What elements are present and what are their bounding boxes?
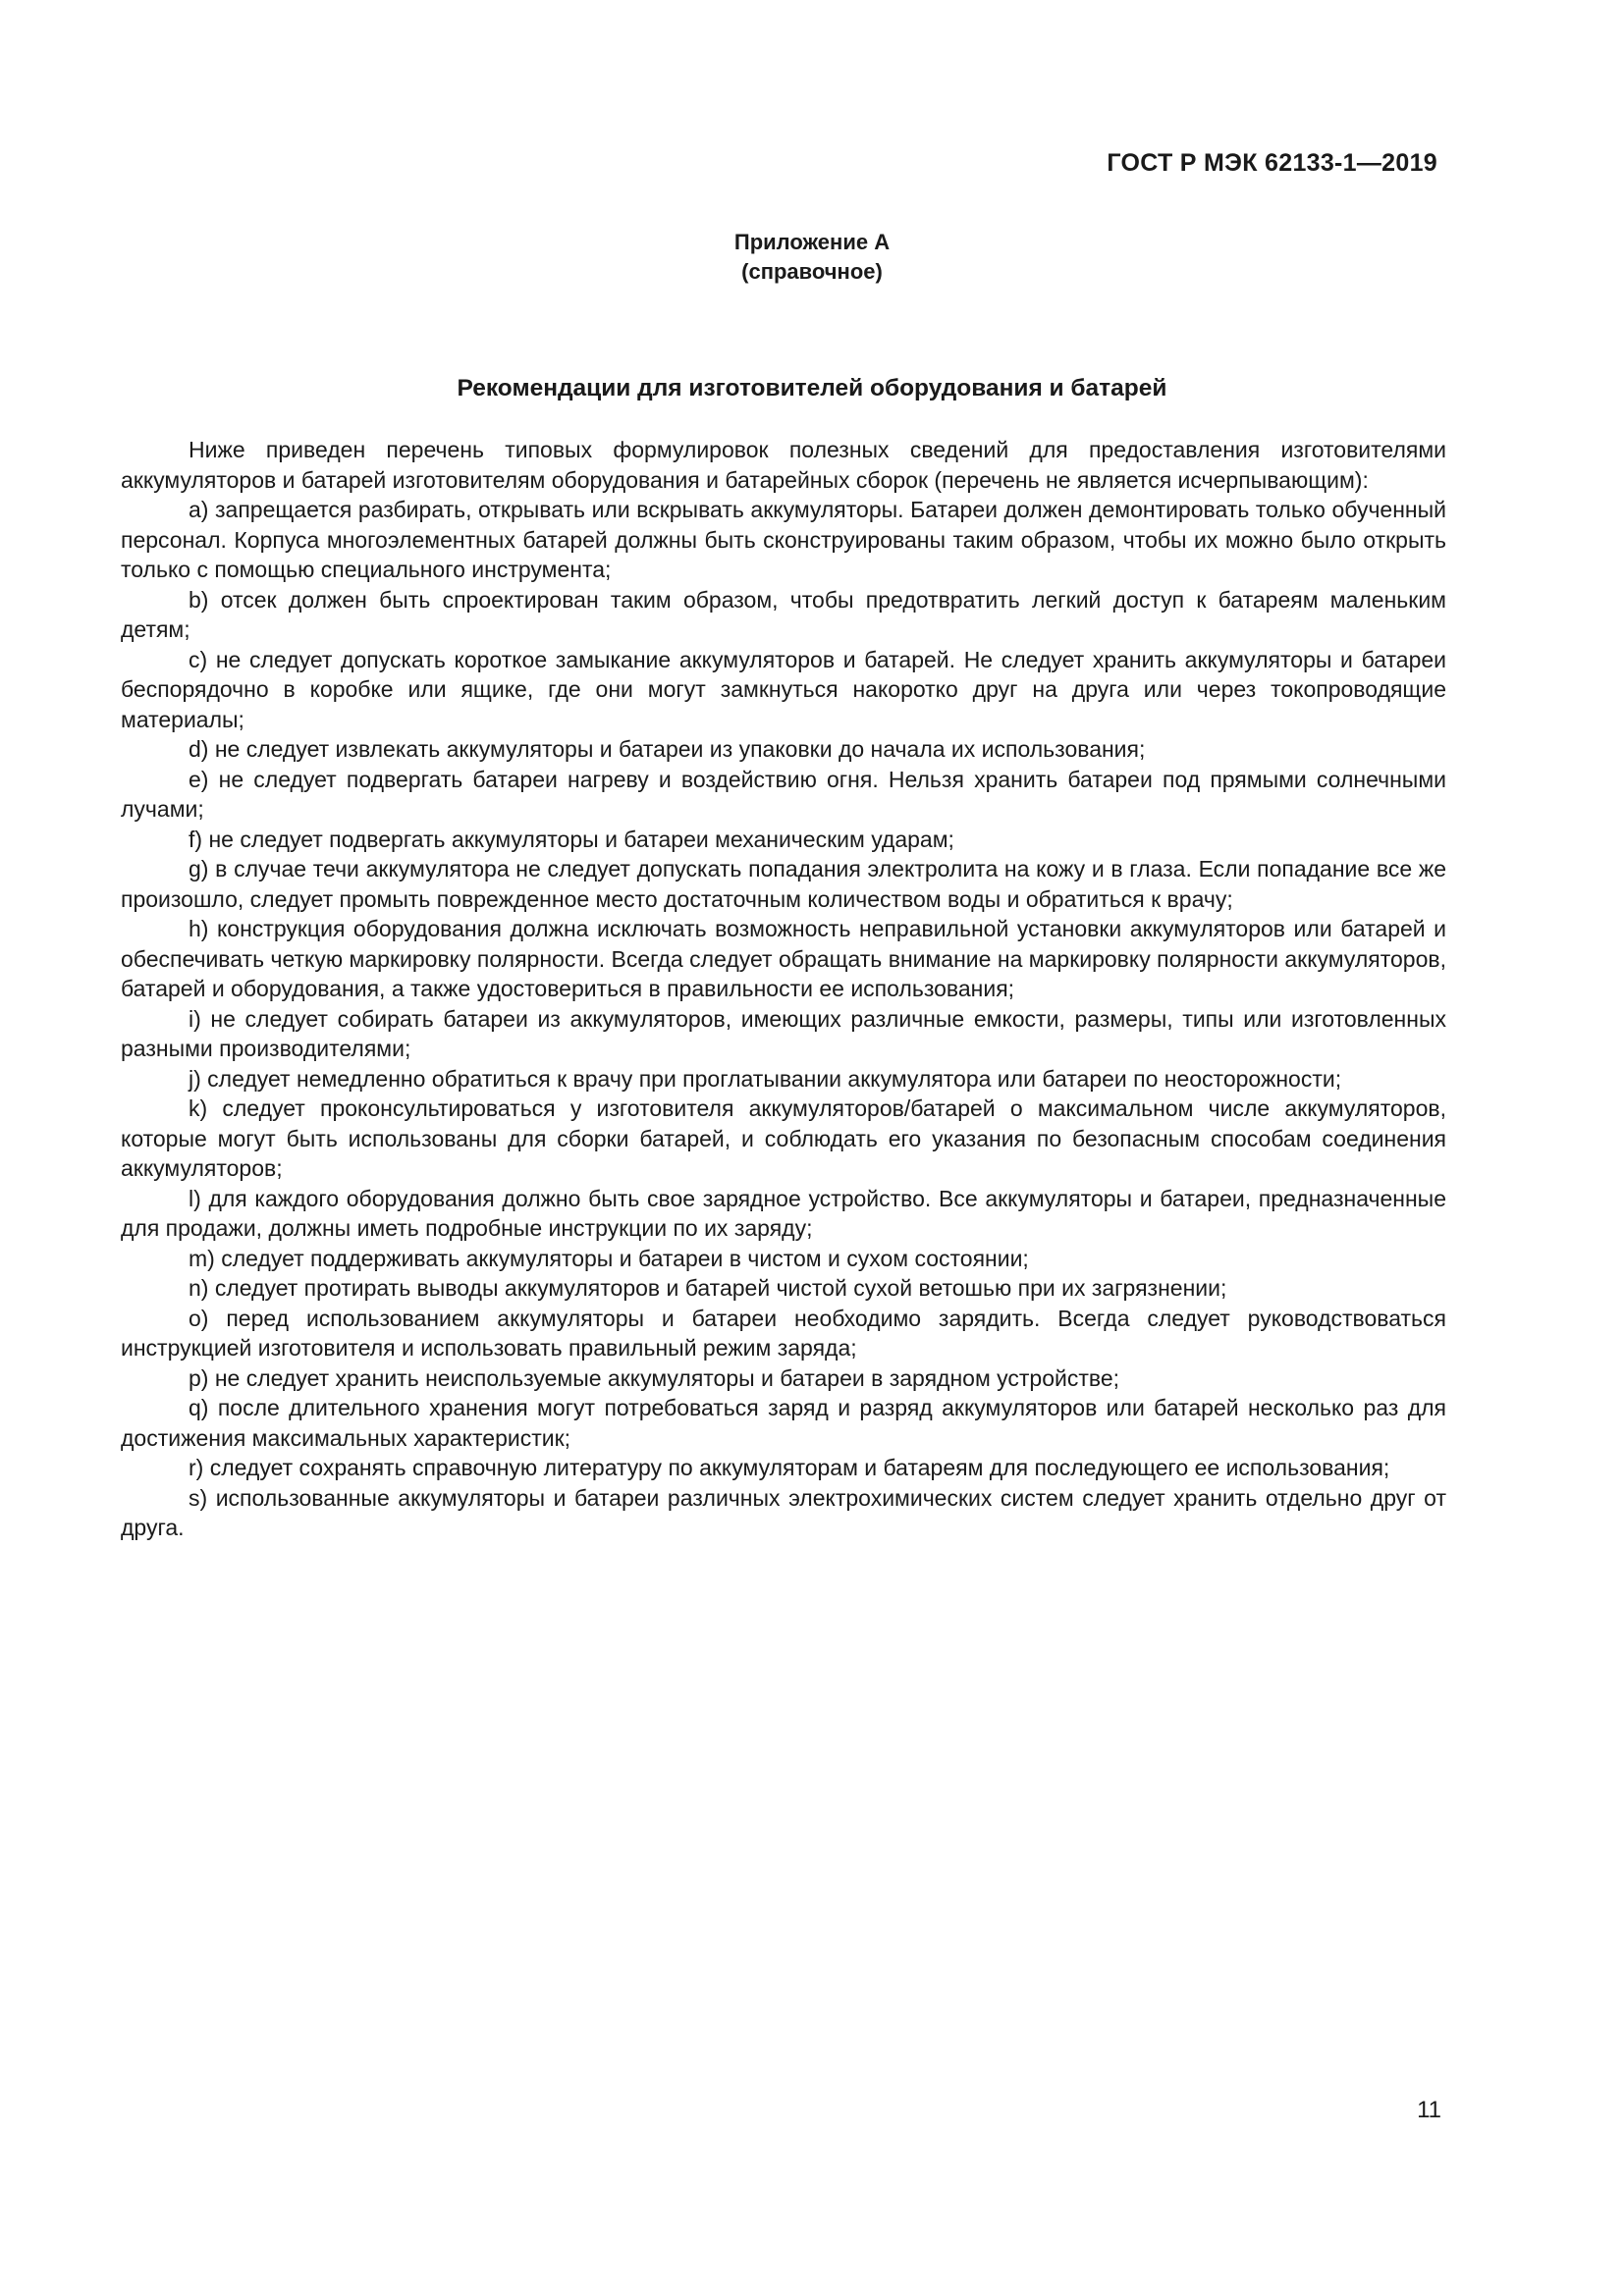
list-item-h: h) конструкция оборудования должна исключать возможность неправильной установки аккумуляторов или батарей и обеспечивать четкую маркировку полярности. Всегда следует обращать внимание на маркировку полярности аккумуляторов, батарей и оборудования, а также удостовериться в правильности ее использования; [121,916,1446,1001]
list-item-r: r) следует сохранять справочную литературу по аккумуляторам и батареям для последующего ее использования; [189,1455,1390,1480]
list-item-a: a) запрещается разбирать, открывать или вскрывать аккумуляторы. Батареи должен демонтировать только обученный персонал. Корпуса многоэлементных батарей должны быть сконструированы таким образом, чтобы их можно было открыть только с помощью специального инструмента; [121,497,1446,582]
list-item-o: o) перед использованием аккумуляторы и батареи необходимо зарядить. Всегда следует руководствоваться инструкцией изготовителя и использовать правильный режим заряда; [121,1305,1446,1361]
intro-paragraph: Ниже приведен перечень типовых формулировок полезных сведений для предоставления изготовителями аккумуляторов и батарей изготовителям оборудования и батарейных сборок (перечень не является исчерпывающим): [121,437,1446,493]
list-item-c: c) не следует допускать короткое замыкание аккумуляторов и батарей. Не следует хранить аккумуляторы и батареи беспорядочно в коробке или ящике, где они могут замкнуться накоротко друг на друга или через токопроводящие материалы; [121,646,1446,732]
list-item-f: f) не следует подвергать аккумуляторы и батареи механическим ударам; [189,826,954,852]
list-item-e: e) не следует подвергать батареи нагреву и воздействию огня. Нельзя хранить батареи под прямыми солнечными лучами; [121,766,1446,822]
document-code: ГОСТ Р МЭК 62133-1—2019 [1107,149,1437,177]
list-item-b: b) отсек должен быть спроектирован таким образом, чтобы предотвратить легкий доступ к батареям маленьким детям; [121,586,1446,642]
section-title: Рекомендации для изготовителей оборудования и батарей [457,375,1167,401]
list-item-n: n) следует протирать выводы аккумуляторов и батарей чистой сухой ветошью при их загрязнении; [189,1275,1227,1301]
appendix-heading [0,228,1624,287]
list-item-l: l) для каждого оборудования должно быть свое зарядное устройство. Все аккумуляторы и батареи, предназначенные для продажи, должны иметь подробные инструкции по их заряду; [121,1185,1446,1241]
body-text [121,435,1446,1543]
appendix-type: (справочное) [741,259,883,284]
list-item-q: q) после длительного хранения могут потребоваться заряд и разряд аккумуляторов или батарей несколько раз для достижения максимальных характеристик; [121,1395,1446,1451]
list-item-d: d) не следует извлекать аккумуляторы и батареи из упаковки до начала их использования; [189,736,1146,762]
list-item-j: j) следует немедленно обратиться к врачу при проглатывании аккумулятора или батареи по неосторожности; [189,1065,1342,1092]
list-item-m: m) следует поддерживать аккумуляторы и батареи в чистом и сухом состоянии; [189,1245,1029,1271]
list-item-p: p) не следует хранить неиспользуемые аккумуляторы и батареи в зарядном устройстве; [189,1364,1120,1391]
list-item-k: k) следует проконсультироваться у изготовителя аккумуляторов/батарей о максимальном числе аккумуляторов, которые могут быть использованы для сборки батарей, и соблюдать его указания по безопасным способам соединения аккумуляторов; [121,1095,1446,1181]
list-item-s: s) использованные аккумуляторы и батареи различных электрохимических систем следует хранить отдельно друг от друга. [121,1484,1446,1540]
list-item-i: i) не следует собирать батареи из аккумуляторов, имеющих различные емкости, размеры, типы или изготовленных разными производителями; [121,1005,1446,1061]
list-item-g: g) в случае течи аккумулятора не следует допускать попадания электролита на кожу и в глаза. Если попадание все же произошло, следует промыть поврежденное место достаточным количеством воды и обратиться к врачу; [121,856,1446,912]
appendix-title: Приложение А [733,230,891,254]
page-number: 11 [1417,2097,1441,2123]
